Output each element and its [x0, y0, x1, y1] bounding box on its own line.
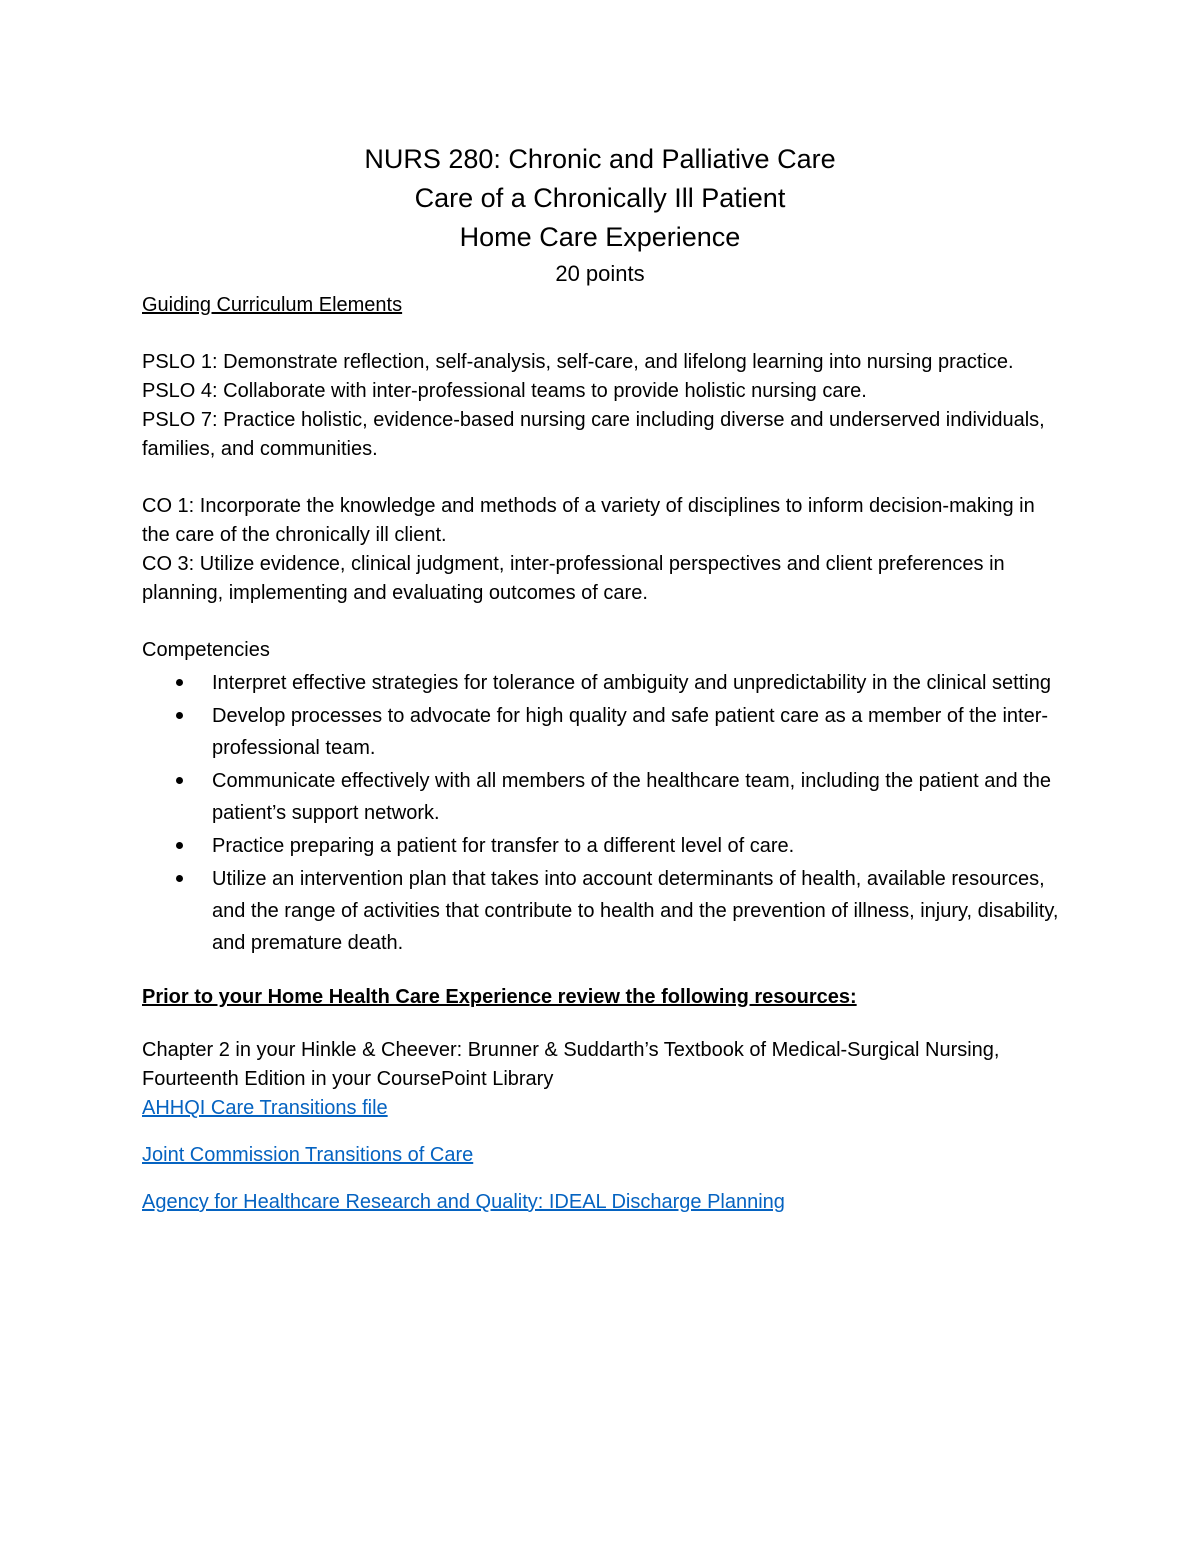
competencies-list: [142, 667, 1062, 959]
competency-text: Develop processes to advocate for high quality and safe patient care as a member of the inter-professional team.: [212, 705, 1049, 759]
bullet-icon: [176, 875, 183, 882]
co-3: CO 3: Utilize evidence, clinical judgment, inter-professional perspectives and client preferences in planning, implementing and evaluating outcomes of care.: [142, 553, 1005, 604]
list-item: [142, 700, 1062, 764]
curriculum-heading: Guiding Curriculum Elements: [142, 294, 403, 316]
list-item: [142, 765, 1062, 829]
list-item: [142, 667, 1062, 699]
document-page: [142, 140, 1062, 1217]
points-label: 20 points: [555, 261, 645, 286]
list-item: [142, 830, 1062, 862]
title-block: [142, 140, 1058, 291]
course-title: NURS 280: Chronic and Palliative Care: [364, 144, 836, 174]
competency-text: Interpret effective strategies for tolerance of ambiguity and unpredictability in the clinical setting: [212, 672, 1051, 694]
chapter-reference: Chapter 2 in your Hinkle & Cheever: Brunner & Suddarth’s Textbook of Medical-Surgical Nursing, Fourteenth Edition in your CoursePoint Library: [142, 1039, 1000, 1090]
ahhqi-link[interactable]: AHHQI Care Transitions file: [142, 1097, 388, 1119]
co-list: [142, 492, 1062, 608]
assignment-title: Care of a Chronically Ill Patient: [414, 183, 786, 213]
pslo-7: PSLO 7: Practice holistic, evidence-based nursing care including diverse and underserved individuals, families, and communities.: [142, 409, 1045, 460]
list-item: [142, 863, 1062, 959]
bullet-icon: [176, 712, 183, 719]
competency-text: Practice preparing a patient for transfer to a different level of care.: [212, 835, 795, 857]
experience-title: Home Care Experience: [459, 222, 741, 252]
competencies-heading: Competencies: [142, 639, 270, 661]
competency-text: Utilize an intervention plan that takes into account determinants of health, available resources, and the range of activities that contribute to health and the prevention of illness, injury, disability, and premature death.: [212, 868, 1059, 954]
bullet-icon: [176, 842, 183, 849]
bullet-icon: [176, 777, 183, 784]
pslo-1: PSLO 1: Demonstrate reflection, self-analysis, self-care, and lifelong learning into nursing practice.: [142, 351, 1014, 373]
joint-commission-link[interactable]: Joint Commission Transitions of Care: [142, 1144, 474, 1166]
ahrq-ideal-link[interactable]: Agency for Healthcare Research and Quality: IDEAL Discharge Planning: [142, 1191, 785, 1213]
competency-text: Communicate effectively with all members of the healthcare team, including the patient and the patient’s support network.: [212, 770, 1051, 824]
pslo-4: PSLO 4: Collaborate with inter-professional teams to provide holistic nursing care.: [142, 380, 867, 402]
co-1: CO 1: Incorporate the knowledge and methods of a variety of disciplines to inform decision-making in the care of the chronically ill client.: [142, 495, 1035, 546]
pslo-list: [142, 348, 1062, 464]
bullet-icon: [176, 679, 183, 686]
resources-heading: Prior to your Home Health Care Experience review the following resources:: [142, 986, 857, 1008]
